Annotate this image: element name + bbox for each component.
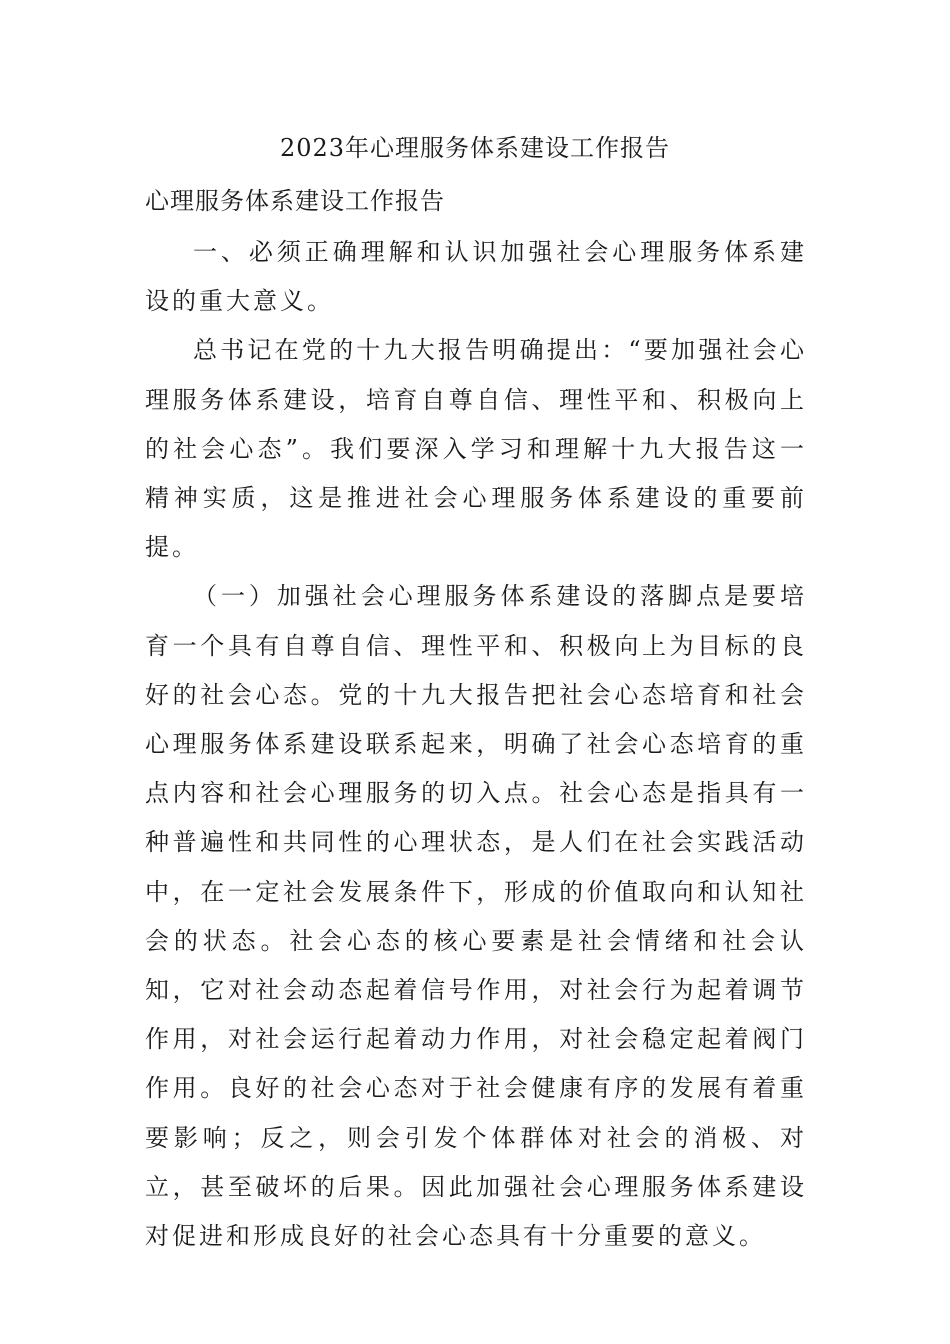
document-subtitle: 心理服务体系建设工作报告 <box>145 187 445 215</box>
section-heading-paragraph: 一、必须正确理解和认识加强社会心理服务体系建设的重大意义。 <box>145 238 807 316</box>
document-title: 2023年心理服务体系建设工作报告 <box>279 134 671 162</box>
quote-paragraph: 总书记在党的十九大报告明确提出：“要加强社会心理服务体系建设，培育自尊自信、理性平和、积极向上的社会心态”。我们要深入学习和理解十九大报告这一精神实质，这是推进社会心理服务体系建设的重要前提。 <box>145 336 807 562</box>
document-body <box>145 228 807 1261</box>
subsection-paragraph: （一）加强社会心理服务体系建设的落脚点是要培育一个具有自尊自信、理性平和、积极向上为目标的良好的社会心态。党的十九大报告把社会心态培育和社会心理服务体系建设联系起来，明确了社会心态培育的重点内容和社会心理服务的切入点。社会心态是指具有一种普遍性和共同性的心理状态，是人们在社会实践活动中，在一定社会发展条件下，形成的价值取向和认知社会的状态。社会心态的核心要素是社会情绪和社会认知，它对社会动态起着信号作用，对社会行为起着调节作用，对社会运行起着动力作用，对社会稳定起着阀门作用。良好的社会心态对于社会健康有序的发展有着重要影响；反之，则会引发个体群体对社会的消极、对立，甚至破坏的后果。因此加强社会心理服务体系建设对促进和形成良好的社会心态具有十分重要的意义。 <box>145 582 807 1251</box>
